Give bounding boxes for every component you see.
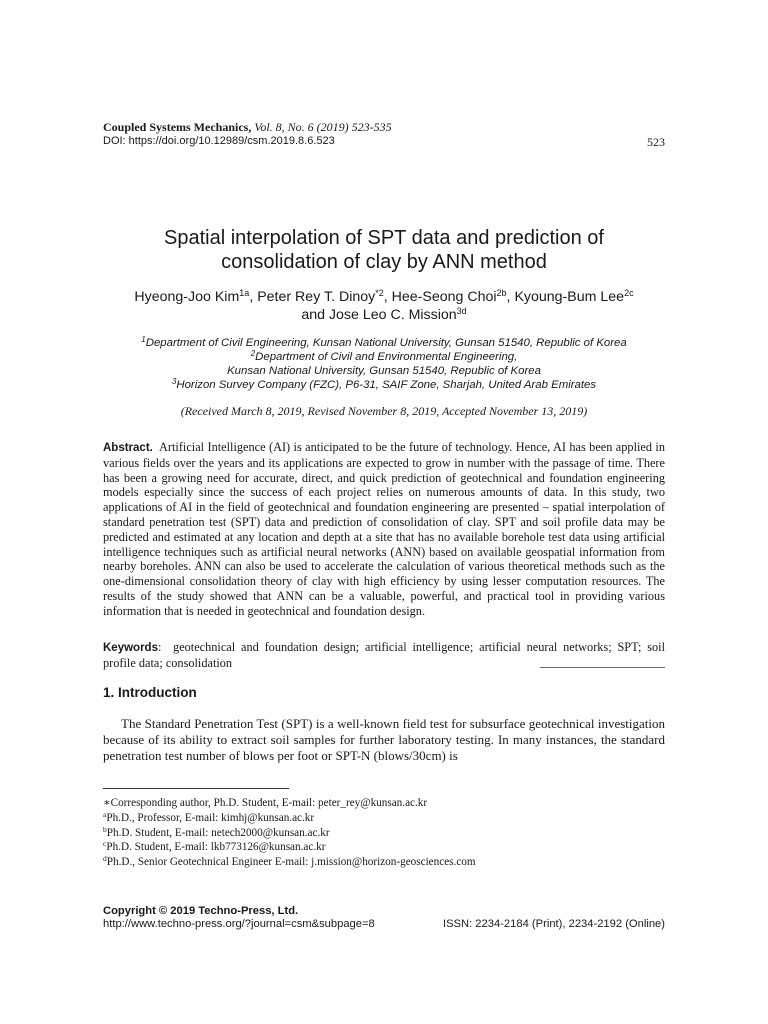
page-number: 523 (647, 135, 665, 149)
abstract-label: Abstract. (103, 442, 153, 454)
footnote: $^b$Ph.D. Student, E-mail: netech2000@kunsan.ac.kr (103, 824, 330, 839)
author-sep: , (506, 289, 515, 305)
author-sup: *2 (375, 288, 384, 298)
author-sup: 3d (456, 306, 467, 316)
journal-name: Coupled Systems Mechanics, (103, 120, 252, 134)
author-name: and Jose Leo C. Mission (301, 307, 457, 323)
title-line-1: Spatial interpolation of SPT data and prediction of (164, 227, 604, 249)
author-sup: 2b (496, 288, 507, 298)
affiliation-line: Kunsan National University, Gunsan 51540, Republic of Korea (227, 365, 541, 377)
journal-citation (103, 120, 392, 135)
footnote: $^a$Ph.D., Professor, E-mail: kimhj@kunsan.ac.kr (103, 809, 315, 824)
received-dates: (Received March 8, 2019, Revised November 8, 2019, Accepted November 13, 2019) (180, 404, 588, 418)
footnote: $^d$Ph.D., Senior Geotechnical Engineer E-mail: j.mission@horizon-geosciences.com (103, 854, 476, 869)
author-list (103, 288, 665, 324)
affiliations (103, 336, 665, 392)
copyright-notice: Copyright © 2019 Techno-Press, Ltd. (103, 905, 299, 917)
author-name: Peter Rey T. Dinoy (257, 289, 376, 305)
keywords-divider (540, 667, 665, 668)
affiliation-line: $^3$Horizon Survey Company (FZC), P6-31, SAIF Zone, Sharjah, United Arab Emirates (171, 377, 597, 391)
author-sep: , (383, 289, 392, 305)
abstract (103, 440, 665, 619)
issn-info: ISSN: 2234-2184 (Print), 2234-2192 (Online) (442, 918, 665, 930)
author-name: Hyeong-Joo Kim (134, 289, 240, 305)
affiliation-line: $^1$Department of Civil Engineering, Kunsan National University, Gunsan 51540, Republic of Korea (141, 335, 627, 349)
footnote: ∗Corresponding author, Ph.D. Student, E-mail: peter_rey@kunsan.ac.kr (103, 797, 428, 809)
author-line-2 (103, 306, 665, 324)
footnote: $^c$Ph.D. Student, E-mail: lkb773126@kunsan.ac.kr (103, 839, 326, 854)
author-sep: , (249, 289, 258, 305)
author-name: Kyoung-Bum Lee (514, 289, 625, 305)
journal-url-link[interactable]: http://www.techno-press.org/?journal=csm&subpage=8 (103, 918, 375, 930)
footnotes (103, 796, 665, 870)
author-name: Hee-Seong Choi (391, 289, 497, 305)
author-sup: 1a (239, 288, 250, 298)
author-line-1 (103, 288, 665, 306)
intro-paragraph: The Standard Penetration Test (SPT) is a well-known field test for subsurface geotechnical investigation because of its ability to extract soil samples for further laboratory testing. In many instances, the standard penetration test number of blows per foot or SPT-N (blows/30cm) is (103, 716, 665, 763)
keywords: Keywords: geotechnical and foundation design; artificial intelligence; artificial neural networks; SPT; soil profile data; consolidation (103, 640, 665, 670)
title-line-2: consolidation of clay by ANN method (221, 251, 547, 273)
doi-link[interactable]: DOI: https://doi.org/10.12989/csm.2019.8.6.523 (103, 135, 335, 147)
keywords-label: Keywords (103, 642, 158, 654)
abstract-text: Artificial Intelligence (AI) is anticipated to be the future of technology. Hence, AI has been applied in various fields over the years and its applications are expected to grow in number with the passage of time. There has been a growing need for accurate, direct, and quick prediction of geotechnical and foundation engineering models especially since the success of each project relies on numerous amounts of data. In this study, two applications of AI in the field of geotechnical and foundation engineering are presented – spatial interpolation of standard penetration test (SPT) data and prediction of consolidation of clay. SPT and soil profile data may be predicted and estimated at any location and depth at a site that has no available borehole test data using artificial intelligence techniques such as artificial neural networks (ANN) based on available geospatial information from nearby boreholes. ANN can also be used to accelerate the calculation of various theoretical methods such as the one-dimensional consolidation theory of clay with high efficiency by using lesser computation resources. The results of the study showed that ANN can be a valuable, powerful, and practical tool in providing various information that is needed in geotechnical and foundation design. (103, 440, 665, 618)
paper-title (103, 226, 665, 274)
author-sup: 2c (624, 288, 634, 298)
keywords-text: geotechnical and foundation design; artificial intelligence; artificial neural networks; SPT; soil profile data; consolidation (103, 640, 665, 670)
footnote-divider (103, 788, 289, 789)
journal-volume: Vol. 8, No. 6 (2019) 523-535 (254, 120, 392, 134)
affiliation-line: $^2$Department of Civil and Environmental Engineering, (250, 349, 518, 363)
section-heading: 1. Introduction (103, 685, 197, 700)
